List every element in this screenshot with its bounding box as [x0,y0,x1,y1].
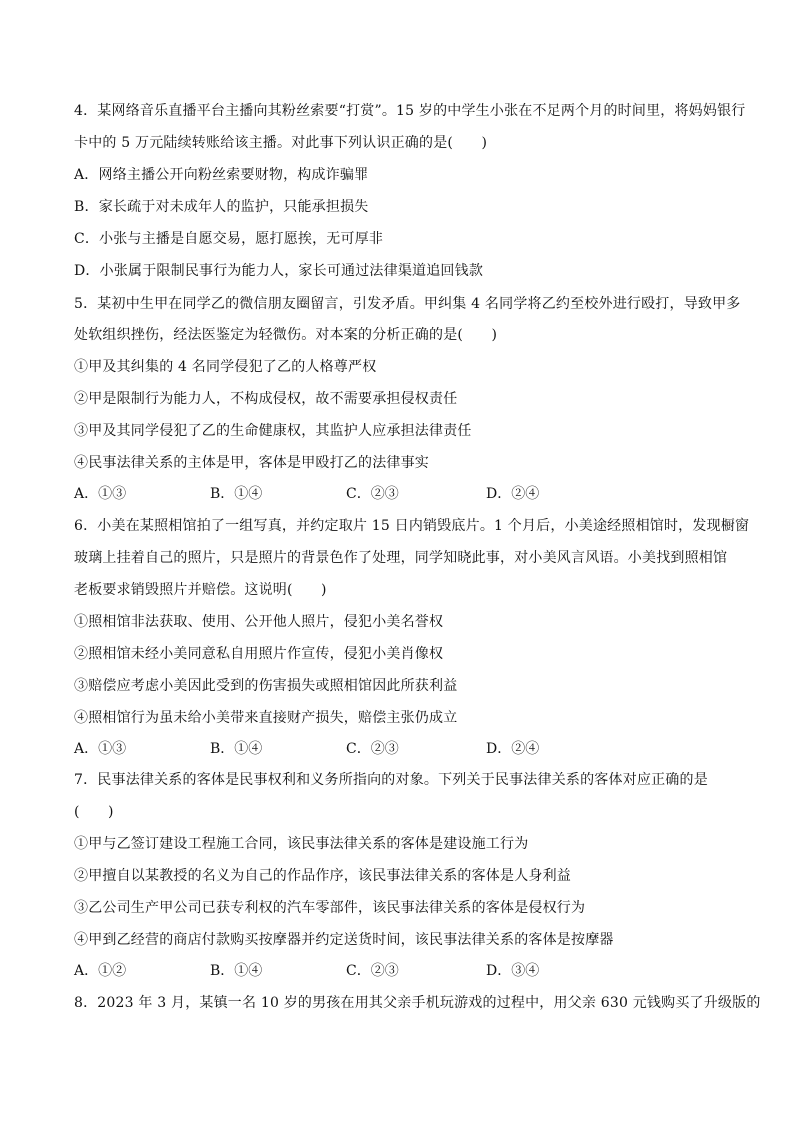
q6-stem-line-1: 6．小美在某照相馆拍了一组写真，并约定取片 15 日内销毁底片。1 个月后，小美途经照相馆时，发现橱窗 [74,518,750,534]
q4-option-d: D．小张属于限制民事行为能力人，家长可通过法律渠道追回钱款 [74,263,484,279]
q7-item-4: ④甲到乙经营的商店付款购买按摩器并约定送货时间，该民事法律关系的客体是按摩器 [74,932,614,948]
q6-choice-d: D．②④ [486,741,540,757]
q4-option-a: A．网络主播公开向粉丝索要财物，构成诈骗罪 [74,167,369,183]
q7-choice-d: D．③④ [486,963,540,979]
q6-choice-c: C．②③ [346,741,399,757]
q4-option-b: B．家长疏于对未成年人的监护，只能承担损失 [74,199,369,215]
q6-stem-line-3: 老板要求销毁照片并赔偿。这说明( ) [74,582,327,598]
q5-stem-line-1: 5．某初中生甲在同学乙的微信朋友圈留言，引发矛盾。甲纠集 4 名同学将乙约至校外进行殴打，导致甲多 [74,296,741,312]
q5-stem-line-2: 处软组织挫伤，经法医鉴定为轻微伤。对本案的分析正确的是( ) [74,327,498,343]
q4-option-c: C．小张与主播是自愿交易，愿打愿挨，无可厚非 [74,231,384,247]
q5-item-2: ②甲是限制行为能力人，不构成侵权，故不需要承担侵权责任 [74,391,458,407]
q6-item-2: ②照相馆未经小美同意私自用照片作宣传，侵犯小美肖像权 [74,646,444,662]
q6-choices [74,739,734,759]
q7-stem-line-2: ( ) [74,804,114,820]
q6-choice-b: B．①④ [210,741,263,757]
q8-stem-line-1: 8．2023 年 3 月，某镇一名 10 岁的男孩在用其父亲手机玩游戏的过程中，用父亲 630 元钱购买了升级版的 [74,995,761,1011]
q5-item-4: ④民事法律关系的主体是甲，客体是甲殴打乙的法律事实 [74,455,429,471]
q7-item-2: ②甲擅自以某教授的名义为自己的作品作序，该民事法律关系的客体是人身利益 [74,868,571,884]
q6-item-4: ④照相馆行为虽未给小美带来直接财产损失，赔偿主张仍成立 [74,710,458,726]
q5-choice-c: C．②③ [346,486,399,502]
q4-stem-line-2: 卡中的 5 万元陆续转账给该主播。对此事下列认识正确的是( ) [74,135,488,151]
q4-stem-line-1: 4．某网络音乐直播平台主播向其粉丝索要“打赏”。15 岁的中学生小张在不足两个月的时间里，将妈妈银行 [74,103,746,119]
q6-item-1: ①照相馆非法获取、使用、公开他人照片，侵犯小美名誉权 [74,614,444,630]
q5-choices [74,484,734,504]
q7-choice-c: C．②③ [346,963,399,979]
q7-item-3: ③乙公司生产甲公司已获专利权的汽车零部件，该民事法律关系的客体是侵权行为 [74,900,586,916]
q6-item-3: ③赔偿应考虑小美因此受到的伤害损失或照相馆因此所获利益 [74,678,458,694]
q7-choice-a: A．①② [74,963,127,979]
q5-choice-d: D．②④ [486,486,540,502]
q6-stem-line-2: 玻璃上挂着自己的照片，只是照片的背景色作了处理，同学知晓此事，对小美风言风语。小美找到照相馆 [74,550,728,566]
q6-choice-a: A．①③ [74,741,127,757]
q7-item-1: ①甲与乙签订建设工程施工合同，该民事法律关系的客体是建设施工行为 [74,836,529,852]
q5-item-1: ①甲及其纠集的 4 名同学侵犯了乙的人格尊严权 [74,359,377,375]
q5-item-3: ③甲及其同学侵犯了乙的生命健康权，其监护人应承担法律责任 [74,423,472,439]
q7-choices [74,961,734,981]
q7-stem-line-1: 7．民事法律关系的客体是民事权利和义务所指向的对象。下列关于民事法律关系的客体对应正确的是 [74,772,708,788]
q5-choice-b: B．①④ [210,486,263,502]
q5-choice-a: A．①③ [74,486,127,502]
q7-choice-b: B．①④ [210,963,263,979]
